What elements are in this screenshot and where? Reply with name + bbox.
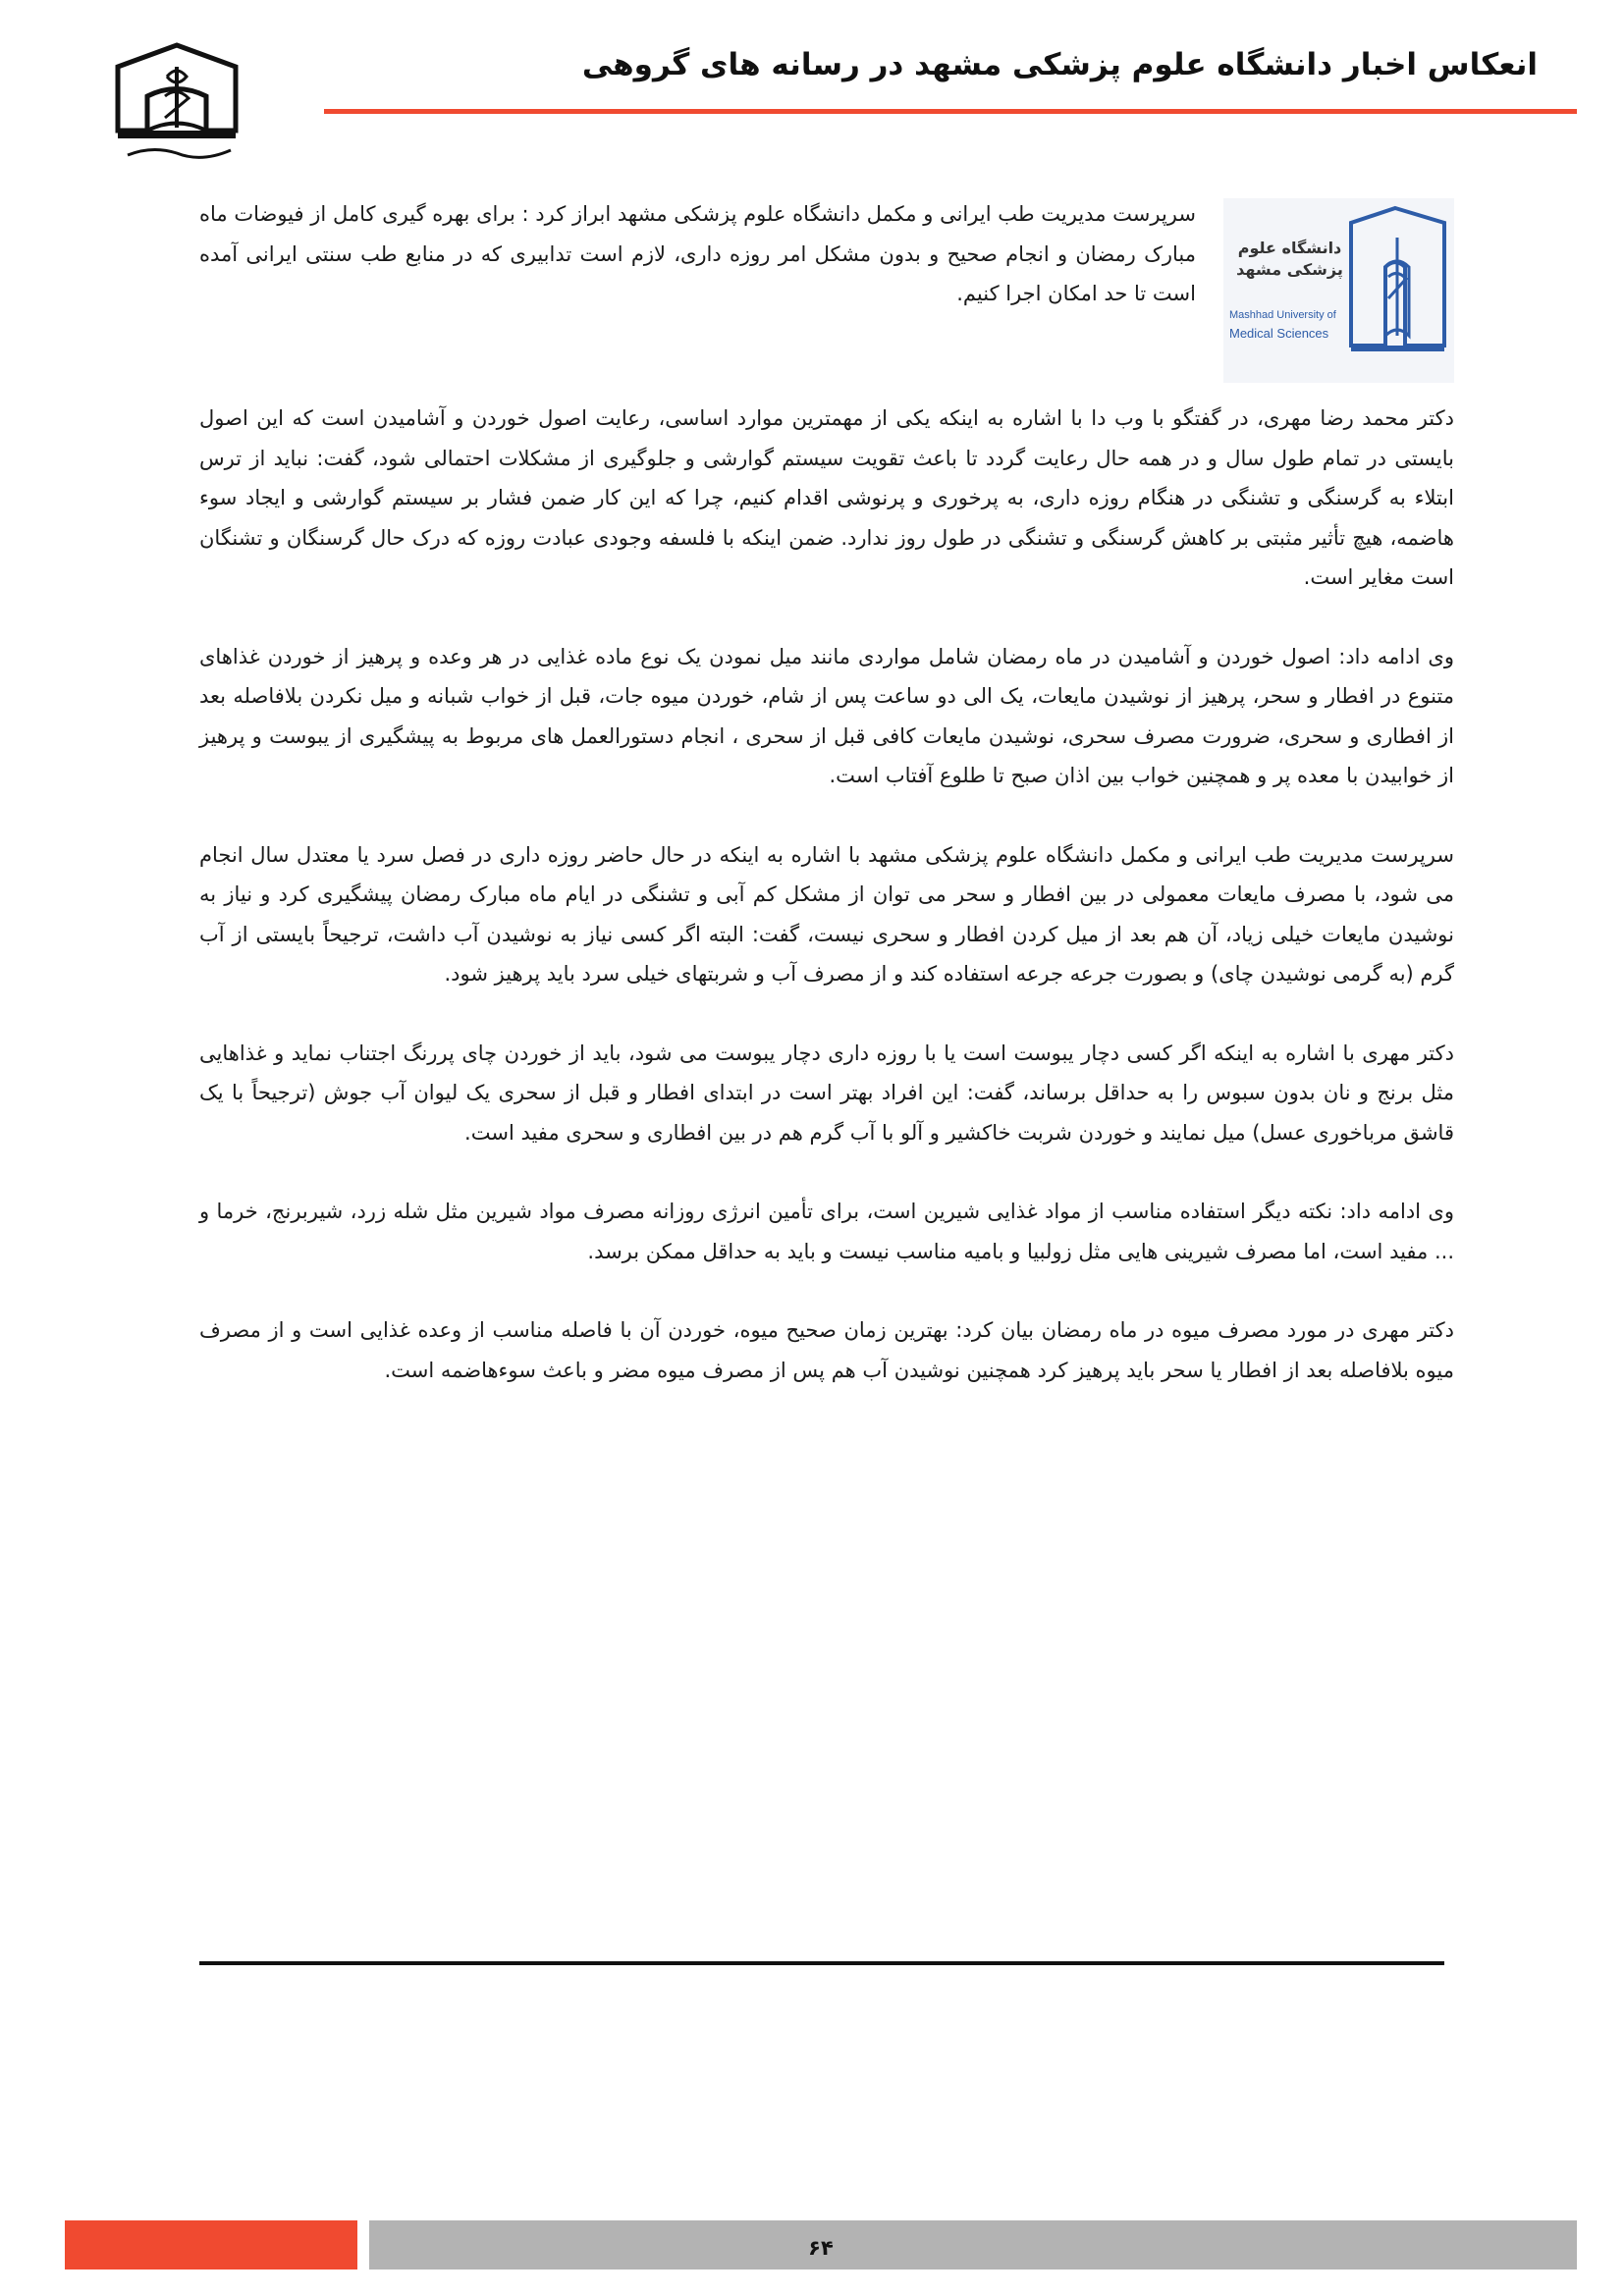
article-paragraph: سرپرست مدیریت طب ایرانی و مکمل دانشگاه علوم پزشکی مشهد با اشاره به اینکه در حال حاضر روزه داری در فصل سرد یا معتدل سال انجام می شود، با مصرف مایعات معمولی در بین افطار و سحر می توان از مشکل کم آبی و تشنگی در ایام ماه مبارک رمضان پیشگیری کرد و نیاز به نوشیدن مایعات خیلی زیاد، آن هم بعد از میل کردن افطار و سحری نیست، گفت: البته اگر کسی نیاز به نوشیدن آب داشت، ترجیحاً بایستی از آب گرم (به گرمی نوشیدن چای) و بصورت جرعه جرعه استفاده کند و از مصرف آب و شربتهای خیلی سرد باید پرهیز شود. xyxy=(199,842,1454,986)
article-end-divider xyxy=(199,1961,1444,1965)
inline-logo-en-line2: Medical Sciences xyxy=(1229,326,1329,341)
article-paragraph: دکتر محمد رضا مهری، در گفتگو با وب دا با اشاره به اینکه یکی از مهمترین موارد اساسی، رعایت اصول خوردن و آشامیدن است که این اصول بایستی در تمام طول سال و در همه حال رعایت گردد تا باعث تقویت سیستم گوارشی و جلوگیری از مشکلات احتمالی شود، گفت: نباید از ترس ابتلاء به گرسنگی و تشنگی در هنگام روزه داری، به پرخوری و پرنوشی اقدام کنیم، چرا که این کار ضمن فشار بر سیستم گوارشی و ایجاد سوء هاضمه، هیچ تأثیر مثبتی بر کاهش گرسنگی و تشنگی در طول روز ندارد. ضمن اینکه با فلسفه وجودی عبادت روزه که درک حال گرسنگان و تشنگان است مغایر است. xyxy=(199,406,1454,589)
page-number: ۶۴ xyxy=(808,2236,834,2260)
inline-logo-en-line1: Mashhad University of xyxy=(1229,309,1336,321)
article-paragraph: وی ادامه داد: نکته دیگر استفاده مناسب از مواد غذایی شیرین است، برای تأمین انرژی روزانه مصرف مواد شیرین مثل شله زرد، شیربرنج، خرما و ... مفید است، اما مصرف شیرینی هایی مثل زولبیا و بامیه مناسب نیست و باید به حداقل ممکن برسد. xyxy=(199,1200,1454,1263)
article-paragraph: دکتر مهری در مورد مصرف میوه در ماه رمضان بیان کرد: بهترین زمان صحیح میوه، خوردن آن با فاصله مناسب از وعده غذایی است و از مصرف میوه بلافاصله بعد از افطار یا سحر باید پرهیز کرد همچنین نوشیدن آب هم پس از مصرف میوه مضر و باعث سوءهاضمه است. xyxy=(199,1318,1454,1382)
footer-red-bar xyxy=(65,2220,357,2269)
article-paragraph: وی ادامه داد: اصول خوردن و آشامیدن در ماه رمضان شامل مواردی مانند میل نمودن یک نوع ماده غذایی در هر وعده و پرهیز از خوردن غذاهای متنوع در افطار و سحر، پرهیز از نوشیدن مایعات، یک الی دو ساعت پس از شام، خوردن میوه جات، قبل از خواب شبانه و میل نکردن بلافاصله بعد از افطاری و سحری، ضرورت مصرف سحری، نوشیدن مایعات کافی قبل از سحری ، انجام دستورالعمل های مربوط به پیشگیری از یبوست و پرهیز از خوابیدن با معده پر و همچنین خواب بین اذان صبح تا طلوع آفتاب است. xyxy=(199,644,1454,787)
university-logo xyxy=(108,37,245,175)
page-header-title: انعکاس اخبار دانشگاه علوم پزشکی مشهد در رسانه های گروهی xyxy=(581,47,1538,82)
inline-emblem-icon xyxy=(1223,198,1454,383)
footer-gray-bar xyxy=(369,2220,1577,2269)
university-emblem-icon xyxy=(108,37,245,175)
article-body xyxy=(199,194,1454,1429)
inline-logo-fa-text: دانشگاه علوم پزشکی مشهد xyxy=(1236,239,1343,279)
inline-university-logo xyxy=(1223,198,1454,383)
header-divider xyxy=(324,109,1577,114)
article-paragraph-text: سرپرست مدیریت طب ایرانی و مکمل دانشگاه علوم پزشکی مشهد ابراز کرد : برای بهره گیری کامل از فیوضات ماه مبارک رمضان و انجام صحیح و بدون مشکل امر روزه داری، لازم است تدابیری که در منابع طب سنتی ایرانی آمده است تا حد امکان اجرا کنیم. xyxy=(199,202,1196,305)
article-paragraph xyxy=(199,194,1454,341)
article-paragraph: دکتر مهری با اشاره به اینکه اگر کسی دچار یبوست است یا با روزه داری دچار یبوست می شود، باید از خوردن چای پررنگ اجتناب نماید و غذاهایی مثل برنج و نان بدون سبوس را به حداقل برساند، گفت: این افراد بهتر است در ابتدای افطار و قبل از سحری یک لیوان آب جوش (ترجیحاً با یک قاشق مرباخوری عسل) میل نمایند و خوردن شربت خاکشیر و آلو با آب گرم هم در بین افطاری و سحری مفید است. xyxy=(199,1041,1454,1145)
